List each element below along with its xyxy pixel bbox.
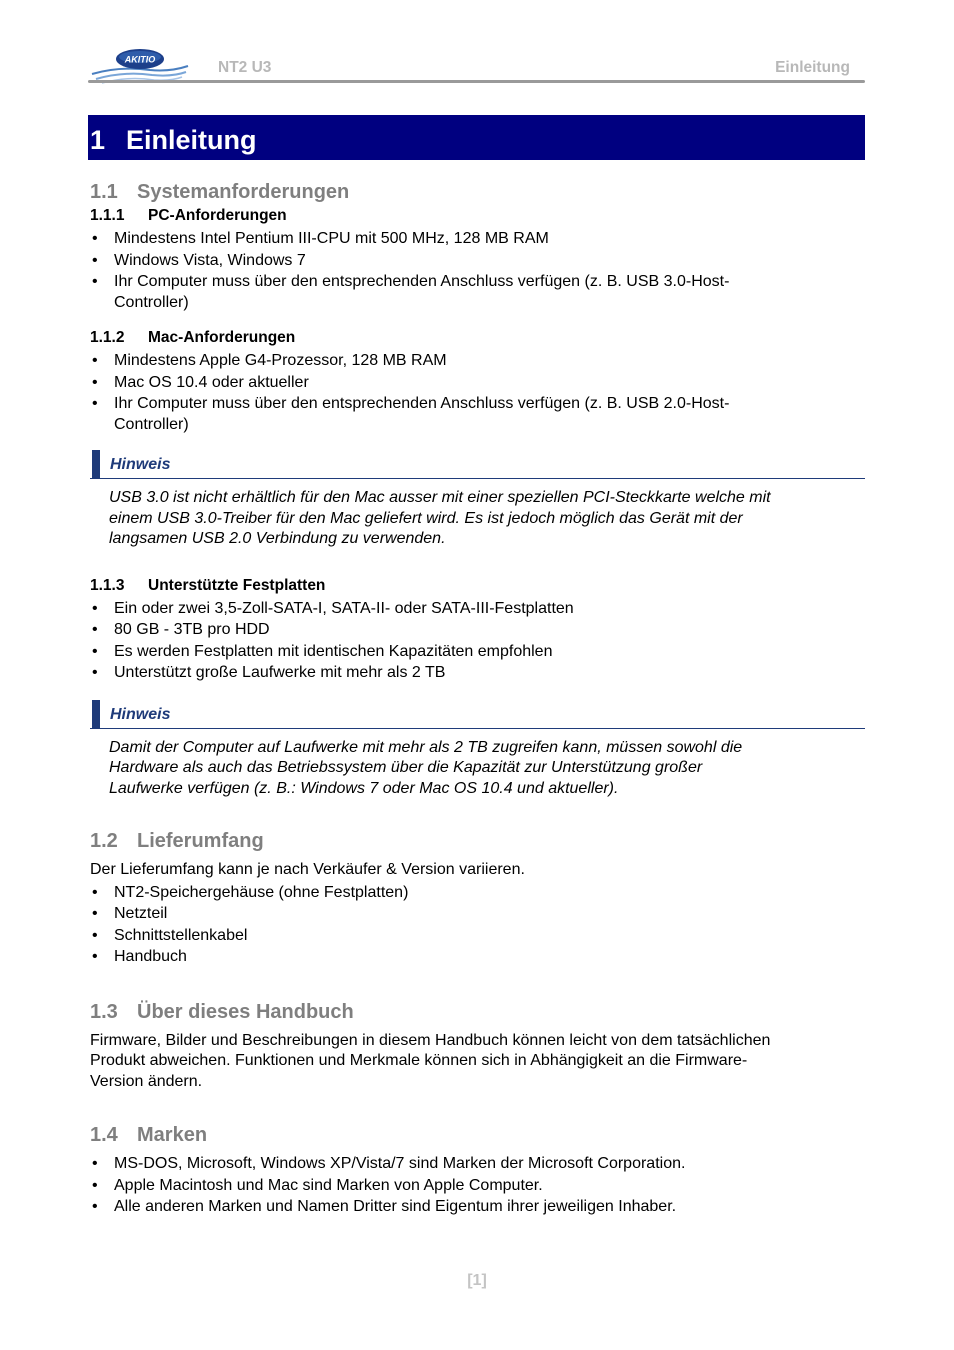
note-accent-bar — [92, 450, 100, 478]
list-item: • Schnittstellenkabel — [92, 926, 248, 944]
list-item: • Apple Macintosh und Mac sind Marken von Apple Computer. — [92, 1176, 543, 1194]
subsection-number: 1.1.2 — [90, 329, 125, 346]
mac-requirements-list — [90, 351, 865, 435]
doc-name: NT2 U3 — [218, 59, 272, 76]
page-number: [1] — [467, 1272, 487, 1289]
subsection-title: Unterstützte Festplatten — [148, 576, 326, 594]
list-item: • Unterstützt große Laufwerke mit mehr als 2 TB — [92, 664, 446, 681]
subsection-heading-1-1-2 — [90, 329, 865, 347]
section-heading-1-1 — [90, 181, 865, 203]
note-header — [90, 450, 865, 479]
subsection-heading-1-1-1 — [90, 207, 865, 225]
manual-note-paragraph: Firmware, Bilder und Beschreibungen in diesem Handbuch können leicht von dem tatsächlichen Produkt abweichen. Funktionen und Merkmale können sich in Abhängigkeit an die Firmware- Version ändern. — [90, 1031, 771, 1090]
trademarks-list — [90, 1154, 865, 1218]
section-title: Über dieses Handbuch — [137, 1000, 354, 1023]
note-body: Damit der Computer auf Laufwerke mit mehr als 2 TB zugreifen kann, müssen sowohl die Hardware als auch das Betriebssystem über die Kapazität zur Unterstützung großer Laufwerke verfügen (z. B.: Windows 7 oder Mac OS 10.4 und aktueller). — [109, 738, 743, 797]
list-item: • Es werden Festplatten mit identischen Kapazitäten empfohlen — [92, 642, 553, 660]
note-accent-bar — [92, 700, 100, 728]
subsection-title: PC-Anforderungen — [148, 207, 287, 224]
subsection-number: 1.1.1 — [90, 207, 125, 224]
list-item: • Mindestens Intel Pentium III-CPU mit 500 MHz, 128 MB RAM — [92, 230, 549, 247]
chapter-name: Einleitung — [775, 59, 850, 76]
section-heading-1-3 — [90, 1001, 865, 1023]
list-item: • Ihr Computer muss über den entsprechenden Anschluss verfügen (z. B. USB 3.0-Host- Controller) — [92, 273, 730, 311]
note-header — [90, 700, 865, 729]
supported-drives-list — [90, 599, 865, 684]
subsection-title: Mac-Anforderungen — [148, 329, 296, 346]
section-title: Lieferumfang — [137, 830, 264, 852]
note-body: USB 3.0 ist nicht erhältlich für den Mac ausser mit einer speziellen PCI-Steckkarte welche mit einem USB 3.0-Treiber für den Mac geliefert wird. Es ist jedoch möglich das Gerät mit der langsamen USB 2.0 Verbindung zu verwenden. — [109, 489, 771, 547]
svg-text:AKITIO: AKITIO — [124, 54, 156, 65]
section-title: Systemanforderungen — [137, 181, 350, 203]
page-content — [90, 115, 865, 1219]
list-item: • Mindestens Apple G4-Prozessor, 128 MB RAM — [92, 352, 447, 369]
subsection-heading-1-1-3 — [90, 577, 865, 595]
section-heading-1-2 — [90, 830, 865, 852]
pc-requirements-list — [90, 229, 865, 313]
chapter-number: 1 — [90, 125, 106, 155]
list-item: • Handbuch — [92, 948, 187, 965]
list-item: • Alle anderen Marken und Namen Dritter sind Eigentum ihrer jeweiligen Inhaber. — [92, 1198, 677, 1215]
list-item: • MS-DOS, Microsoft, Windows XP/Vista/7 sind Marken der Microsoft Corporation. — [92, 1155, 686, 1172]
list-item: • Windows Vista, Windows 7 — [92, 251, 306, 269]
list-item: • NT2-Speichergehäuse (ohne Festplatten) — [92, 883, 409, 901]
list-item: • Ihr Computer muss über den entsprechenden Anschluss verfügen (z. B. USB 2.0-Host- Controller) — [92, 395, 730, 433]
chapter-heading — [88, 115, 865, 160]
note-title: Hinweis — [110, 705, 171, 723]
list-item: • Netzteil — [92, 905, 168, 922]
note-title: Hinweis — [110, 456, 171, 473]
section-title: Marken — [137, 1124, 208, 1146]
list-item: • 80 GB - 3TB pro HDD — [92, 621, 270, 638]
list-item: • Mac OS 10.4 oder aktueller — [92, 373, 309, 391]
delivery-intro: Der Lieferumfang kann je nach Verkäufer & Version variieren. — [90, 861, 525, 878]
subsection-number: 1.1.3 — [90, 576, 125, 594]
header-rule — [88, 80, 865, 83]
section-heading-1-4 — [90, 1124, 865, 1146]
section-number: 1.1 — [90, 181, 118, 203]
chapter-title: Einleitung — [126, 125, 257, 155]
page-header — [88, 44, 865, 88]
section-number: 1.2 — [90, 830, 118, 852]
section-number: 1.4 — [90, 1124, 118, 1146]
list-item: • Ein oder zwei 3,5-Zoll-SATA-I, SATA-II- oder SATA-III-Festplatten — [92, 599, 574, 617]
delivery-list — [90, 883, 865, 968]
section-number: 1.3 — [90, 1000, 118, 1023]
